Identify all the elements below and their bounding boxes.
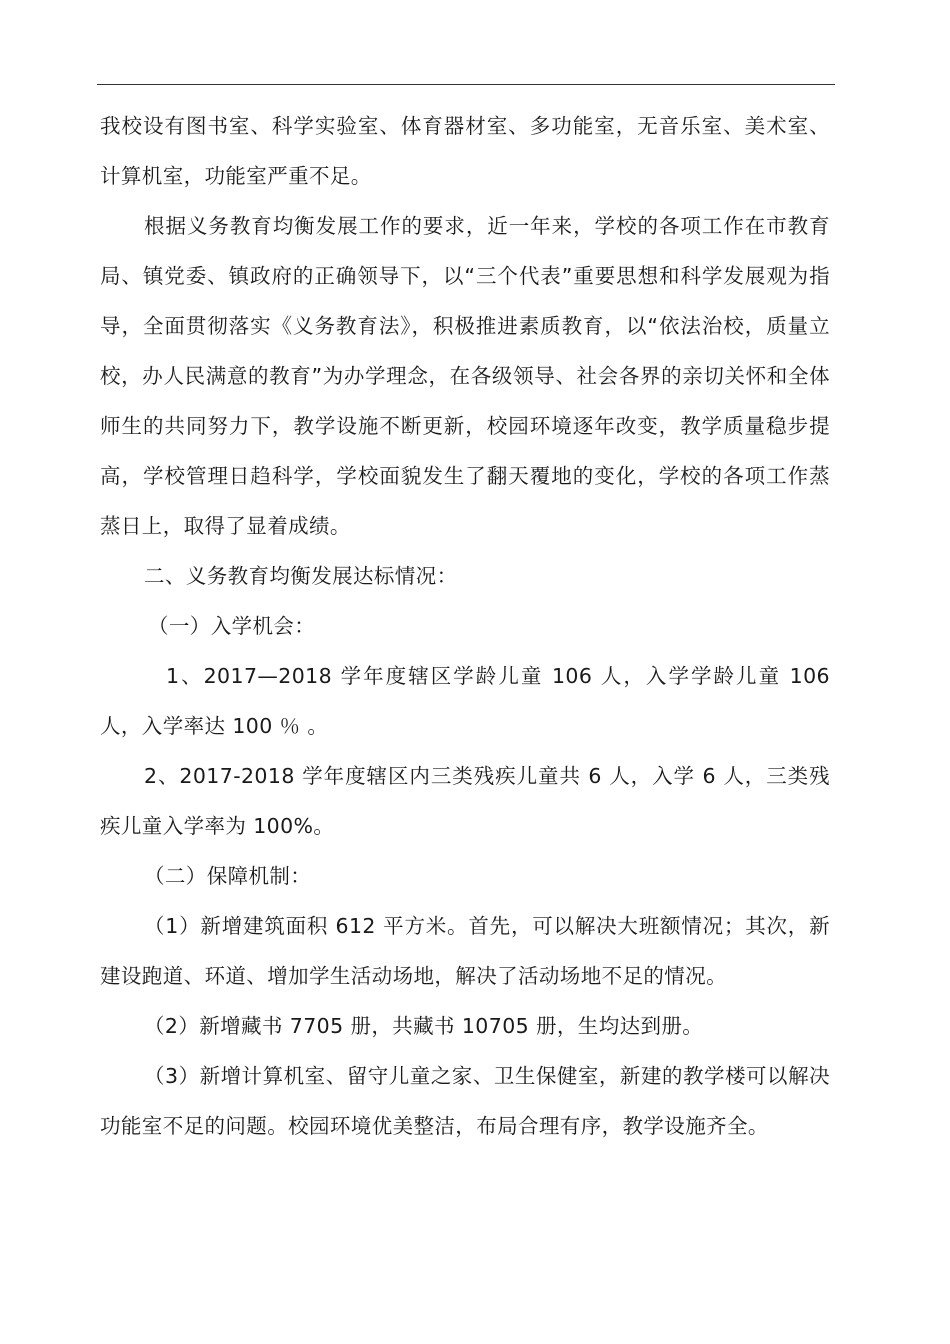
item-enrollment-1: 1、2017—2018 学年度辖区学龄儿童 106 人，入学学龄儿童 106 人，入学率达 100 ％ 。	[100, 664, 830, 738]
item-enrollment-2: 2、2017-2018 学年度辖区内三类残疾儿童共 6 人，入学 6 人，三类残疾儿童入学率为 100%。	[100, 764, 830, 838]
item-guarantee-3: （3）新增计算机室、留守儿童之家、卫生保健室，新建的教学楼可以解决功能室不足的问题。校园环境优美整洁，布局合理有序，教学设施齐全。	[100, 1064, 830, 1138]
paragraph-overview: 根据义务教育均衡发展工作的要求，近一年来，学校的各项工作在市教育局、镇党委、镇政府的正确领导下，以“三个代表”重要思想和科学发展观为指导，全面贯彻落实《义务教育法》，积极推进素质教育，以“依法治校，质量立校，办人民满意的教育”为办学理念，在各级领导、社会各界的亲切关怀和全体师生的共同努力下，教学设施不断更新，校园环境逐年改变，教学质量稳步提高，学校管理日趋科学，学校面貌发生了翻天覆地的变化，学校的各项工作蒸蒸日上，取得了显着成绩。	[100, 214, 830, 538]
paragraph-facilities: 我校设有图书室、科学实验室、体育器材室、多功能室，无音乐室、美术室、计算机室，功能室严重不足。	[100, 114, 830, 188]
subheading-guarantee: （二）保障机制：	[144, 864, 312, 888]
subheading-enrollment: （一）入学机会：	[148, 614, 316, 638]
section-heading-2: 二、义务教育均衡发展达标情况：	[144, 564, 458, 588]
item-guarantee-2: （2）新增藏书 7705 册，共藏书 10705 册，生均达到册。	[144, 1014, 704, 1038]
item-guarantee-1: （1）新增建筑面积 612 平方米。首先，可以解决大班额情况；其次，新建设跑道、环道、增加学生活动场地，解决了活动场地不足的情况。	[100, 914, 830, 988]
header-rule	[97, 84, 835, 85]
document-body	[100, 101, 830, 1151]
